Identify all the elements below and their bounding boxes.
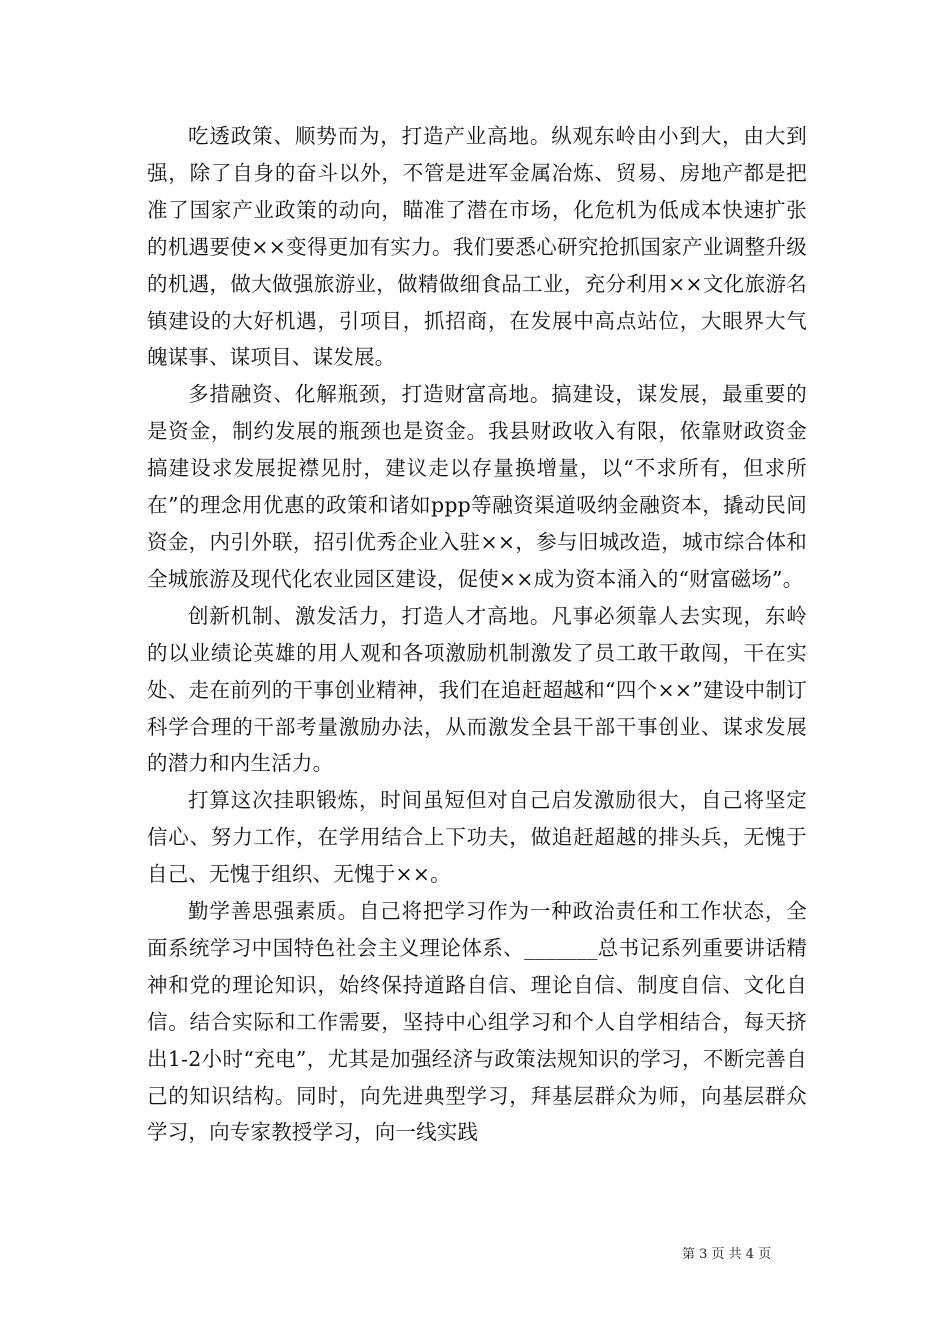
- page-number-footer: 第 3 页 共 4 页: [682, 1247, 772, 1262]
- paragraph-talent-highland: 创新机制、激发活力，打造人才高地。凡事必须靠人去实现，东岭的以业绩论英雄的用人观和各项激励机制激发了员工敢干敢闯，干在实处、走在前列的干事创业精神，我们在追赶超越和“四个××”建设中制订科学合理的干部考量激励办法，从而激发全县干部干事创业、谋求发展的潜力和内生活力。: [147, 603, 807, 776]
- paragraph-study: 勤学善思强素质。自己将把学习作为一种政治责任和工作状态，全面系统学习中国特色社会主义理论体系、_______总书记系列重要讲话精神和党的理论知识，始终保持道路自信、理论自信、制度自信、文化自信。结合实际和工作需要，坚持中心组学习和个人自学相结合，每天挤出1-2小时“充电”，尤其是加强经济与政策法规知识的学习，不断完善自己的知识结构。同时，向先进典型学习，拜基层群众为师，向基层群众学习，向专家教授学习，向一线实践: [147, 899, 807, 1145]
- paragraph-wealth-highland: 多措融资、化解瓶颈，打造财富高地。搞建设，谋发展，最重要的是资金，制约发展的瓶颈也是资金。我县财政收入有限，依靠财政资金搞建设求发展捉襟见肘，建议走以存量换增量，以“不求所有，但求所在”的理念用优惠的政策和诸如ppp等融资渠道吸纳金融资本，撬动民间资金，内引外联，招引优秀企业入驻××，参与旧城改造，城市综合体和全城旅游及现代化农业园区建设，促使××成为资本涌入的“财富磁场”。: [147, 382, 807, 591]
- paragraph-plan: 打算这次挂职锻炼，时间虽短但对自己启发激励很大，自己将坚定信心、努力工作，在学用结合上下功夫，做追赶超越的排头兵，无愧于自己、无愧于组织、无愧于××。: [147, 788, 807, 887]
- paragraph-industry-highland: 吃透政策、顺势而为，打造产业高地。纵观东岭由小到大，由大到强，除了自身的奋斗以外，不管是进军金属冶炼、贸易、房地产都是把准了国家产业政策的动向，瞄准了潜在市场，化危机为低成本快速扩张的机遇要使××变得更加有实力。我们要悉心研究抢抓国家产业调整升级的机遇，做大做强旅游业，做精做细食品工业，充分利用××文化旅游名镇建设的大好机遇，引项目，抓招商，在发展中高点站位，大眼界大气魄谋事、谋项目、谋发展。: [147, 124, 807, 370]
- document-body: [147, 118, 807, 1151]
